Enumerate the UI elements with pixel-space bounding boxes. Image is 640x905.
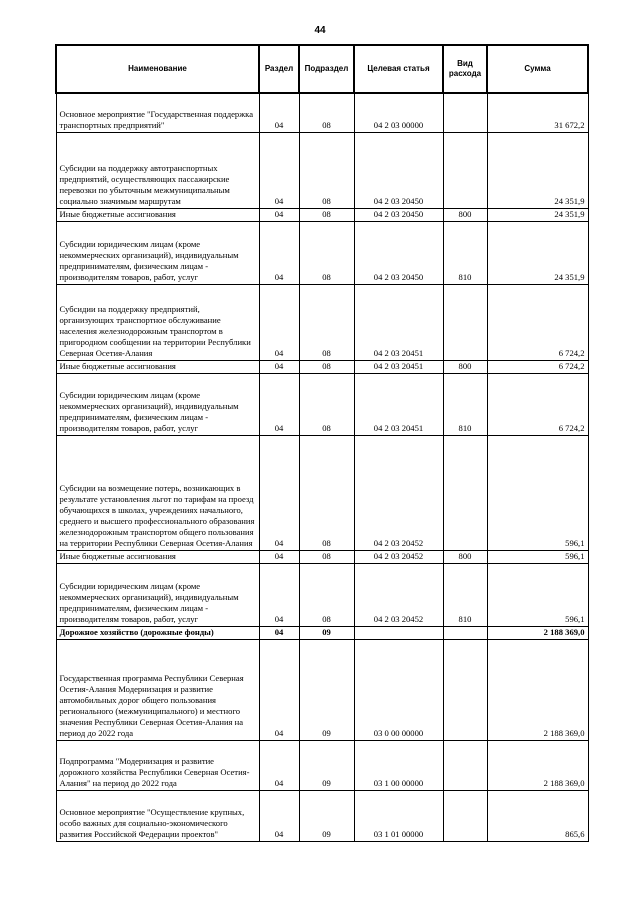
header-sum: Сумма xyxy=(487,45,588,93)
cell-name: Иные бюджетные ассигнования xyxy=(56,550,259,563)
cell-sum: 596,1 xyxy=(487,550,588,563)
table-row xyxy=(56,132,588,208)
cell-sum: 24 351,9 xyxy=(487,132,588,208)
cell-section: 04 xyxy=(259,221,299,284)
cell-name: Субсидии на возмещение потерь, возникающих в результате установления льгот по тарифам на проезд обучающихся в школах, учреждениях начального, среднего и высшего профессионального образования железнодорожным транспортом общего пользования на территории Республики Северная Осетия-Алания xyxy=(56,435,259,550)
table-row xyxy=(56,284,588,360)
cell-section: 04 xyxy=(259,208,299,221)
table-row xyxy=(56,435,588,550)
cell-type: 800 xyxy=(443,550,487,563)
cell-subsection: 08 xyxy=(299,550,354,563)
cell-name: Иные бюджетные ассигнования xyxy=(56,208,259,221)
cell-name: Субсидии юридическим лицам (кроме некоммерческих организаций), индивидуальным предпринимателям, физическим лицам - производителям товаров, работ, услуг xyxy=(56,373,259,435)
cell-subsection: 08 xyxy=(299,284,354,360)
cell-sum: 596,1 xyxy=(487,435,588,550)
cell-target: 03 1 01 00000 xyxy=(354,790,443,841)
table-row xyxy=(56,790,588,841)
cell-type xyxy=(443,790,487,841)
cell-subsection: 08 xyxy=(299,221,354,284)
cell-subsection: 08 xyxy=(299,435,354,550)
table-row xyxy=(56,626,588,639)
cell-subsection: 09 xyxy=(299,790,354,841)
cell-subsection: 09 xyxy=(299,626,354,639)
cell-sum: 6 724,2 xyxy=(487,284,588,360)
cell-name: Субсидии на поддержку автотранспортных предприятий, осуществляющих пассажирские перевозки по убыточным межмуниципальным социально значимым маршрутам xyxy=(56,132,259,208)
cell-subsection: 08 xyxy=(299,373,354,435)
cell-sum: 596,1 xyxy=(487,563,588,626)
cell-target: 04 2 03 20450 xyxy=(354,221,443,284)
cell-section: 04 xyxy=(259,284,299,360)
cell-type: 810 xyxy=(443,373,487,435)
cell-sum: 24 351,9 xyxy=(487,208,588,221)
cell-name: Подпрограмма "Модернизация и развитие дорожного хозяйства Республики Северная Осетия-Алания" на период до 2022 года xyxy=(56,740,259,790)
budget-table xyxy=(55,44,589,842)
cell-target xyxy=(354,626,443,639)
cell-type: 810 xyxy=(443,221,487,284)
cell-name: Дорожное хозяйство (дорожные фонды) xyxy=(56,626,259,639)
cell-type: 800 xyxy=(443,360,487,373)
cell-section: 04 xyxy=(259,93,299,132)
cell-section: 04 xyxy=(259,740,299,790)
cell-subsection: 08 xyxy=(299,563,354,626)
header-subsection: Подраздел xyxy=(299,45,354,93)
cell-type xyxy=(443,93,487,132)
page-number: 44 xyxy=(314,25,326,36)
cell-type xyxy=(443,740,487,790)
cell-sum: 2 188 369,0 xyxy=(487,626,588,639)
cell-target: 03 1 00 00000 xyxy=(354,740,443,790)
table-row xyxy=(56,550,588,563)
cell-name: Субсидии юридическим лицам (кроме некоммерческих организаций), индивидуальным предпринимателям, физическим лицам - производителям товаров, работ, услуг xyxy=(56,563,259,626)
cell-sum: 31 672,2 xyxy=(487,93,588,132)
header-name: Наименование xyxy=(56,45,259,93)
cell-type: 800 xyxy=(443,208,487,221)
cell-section: 04 xyxy=(259,360,299,373)
cell-target: 04 2 03 20450 xyxy=(354,132,443,208)
cell-type: 810 xyxy=(443,563,487,626)
table-header-row xyxy=(56,45,588,93)
cell-name: Государственная программа Республики Северная Осетия-Алания Модернизация и развитие автомобильных дорог общего пользования регионального (межмуниципального) и местного значения Республики Северная Осетия-Алания на период до 2022 года xyxy=(56,639,259,740)
table-row xyxy=(56,740,588,790)
cell-target: 04 2 03 20452 xyxy=(354,550,443,563)
cell-type xyxy=(443,435,487,550)
cell-section: 04 xyxy=(259,626,299,639)
cell-type xyxy=(443,626,487,639)
cell-subsection: 08 xyxy=(299,360,354,373)
cell-sum: 24 351,9 xyxy=(487,221,588,284)
cell-section: 04 xyxy=(259,435,299,550)
cell-sum: 6 724,2 xyxy=(487,360,588,373)
cell-section: 04 xyxy=(259,550,299,563)
cell-subsection: 08 xyxy=(299,132,354,208)
table-row xyxy=(56,360,588,373)
cell-target: 04 2 03 20452 xyxy=(354,435,443,550)
cell-target: 04 2 03 20452 xyxy=(354,563,443,626)
table-row xyxy=(56,93,588,132)
header-target: Целевая статья xyxy=(354,45,443,93)
cell-type xyxy=(443,284,487,360)
cell-name: Основное мероприятие "Государственная поддержка транспортных предприятий" xyxy=(56,93,259,132)
cell-target: 04 2 03 20451 xyxy=(354,284,443,360)
cell-sum: 2 188 369,0 xyxy=(487,639,588,740)
header-section: Раздел xyxy=(259,45,299,93)
cell-name: Субсидии юридическим лицам (кроме некоммерческих организаций), индивидуальным предпринимателям, физическим лицам - производителям товаров, работ, услуг xyxy=(56,221,259,284)
cell-section: 04 xyxy=(259,790,299,841)
cell-target: 03 0 00 00000 xyxy=(354,639,443,740)
cell-sum: 2 188 369,0 xyxy=(487,740,588,790)
cell-section: 04 xyxy=(259,563,299,626)
cell-name: Основное мероприятие "Осуществление крупных, особо важных для социально-экономического развития Российской Федерации проектов" xyxy=(56,790,259,841)
cell-section: 04 xyxy=(259,639,299,740)
header-type: Вид расхода xyxy=(443,45,487,93)
cell-subsection: 09 xyxy=(299,639,354,740)
cell-subsection: 09 xyxy=(299,740,354,790)
table-row xyxy=(56,563,588,626)
cell-sum: 6 724,2 xyxy=(487,373,588,435)
cell-name: Субсидии на поддержку предприятий, организующих транспортное обслуживание населения железнодорожным транспортом в пригородном сообщении на территории Республики Северная Осетия-Алания xyxy=(56,284,259,360)
cell-type xyxy=(443,132,487,208)
cell-type xyxy=(443,639,487,740)
cell-target: 04 2 03 20451 xyxy=(354,360,443,373)
cell-subsection: 08 xyxy=(299,208,354,221)
cell-section: 04 xyxy=(259,132,299,208)
cell-subsection: 08 xyxy=(299,93,354,132)
cell-target: 04 2 03 00000 xyxy=(354,93,443,132)
cell-target: 04 2 03 20451 xyxy=(354,373,443,435)
table-row xyxy=(56,208,588,221)
table-row xyxy=(56,373,588,435)
table-row xyxy=(56,639,588,740)
cell-section: 04 xyxy=(259,373,299,435)
cell-name: Иные бюджетные ассигнования xyxy=(56,360,259,373)
table-row xyxy=(56,221,588,284)
cell-sum: 865,6 xyxy=(487,790,588,841)
cell-target: 04 2 03 20450 xyxy=(354,208,443,221)
